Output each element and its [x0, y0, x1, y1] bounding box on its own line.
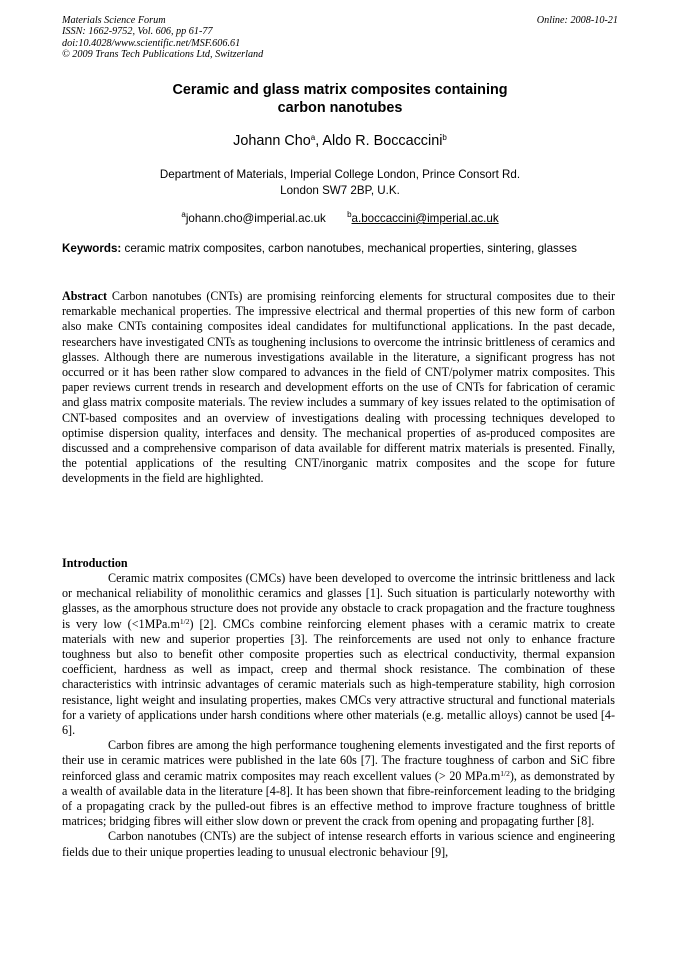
intro-paragraph-2 — [62, 738, 615, 829]
author-1-name: Johann Cho — [233, 133, 311, 149]
email-b — [347, 212, 499, 225]
author-list — [62, 132, 618, 150]
paper-title — [62, 82, 618, 117]
affiliation — [62, 167, 618, 198]
intro-paragraph-1 — [62, 571, 615, 738]
title-line-2: carbon nanotubes — [277, 99, 403, 116]
introduction-heading: Introduction — [62, 556, 128, 570]
copyright-line: © 2009 Trans Tech Publications Ltd, Switzerland — [62, 48, 264, 60]
intro-p2-part-1: Carbon fibres are among the high performance toughening elements investigated and the first reports of their use in ceramic matrices were published in the late 60s [7]. The fracture toughness of carbon and SiC fibre reinforced glass and ceramic matrix composites may reach excellent values (> 20 MPa.m — [62, 738, 615, 783]
title-line-1: Ceramic and glass matrix composites containing — [172, 82, 508, 98]
affiliation-line-2: London SW7 2BP, U.K. — [280, 183, 400, 197]
journal-name: Materials Science Forum — [62, 15, 166, 26]
email-a-address: johann.cho@imperial.ac.uk — [185, 212, 326, 225]
email-b-link[interactable]: a.boccaccini@imperial.ac.uk — [351, 212, 499, 225]
abstract-text: Carbon nanotubes (CNTs) are promising reinforcing elements for structural composites due to their remarkable mechanical properties. The impressive electrical and thermal properties of this new form of carbon also make CNTs containing composites ideal candidates for multifunctional applications. In the past decade, researchers have investigated CNTs as toughening inclusions to overcome the intrinsic brittleness of ceramics and glasses. Although there are numerous investigations available in the literature, a significant progress has not occurred or it has been rather slow compared to advances in the field of CNT/polymer matrix composites. This paper reviews current trends in research and development efforts on the use of CNTs for fabrication of ceramic and glass matrix composite materials. The review includes a summary of key issues related to the optimisation of CNT-based composites and an overview of investigations dealing with processing techniques developed to optimise dispersion quality, interfaces and density. The mechanical properties of as-produced composites are discussed and a comprehensive comparison of data available for different matrix materials is presented. Finally, the potential applications of the resulting CNT/inorganic matrix composites and the scope for future developments in the field are highlighted. — [62, 289, 615, 486]
email-a-mark: a — [181, 210, 186, 219]
introduction-body — [62, 571, 615, 860]
online-date: Online: 2008-10-21 — [536, 15, 618, 26]
doi-line: doi:10.4028/www.scientific.net/MSF.606.61 — [62, 37, 241, 49]
issn-line: ISSN: 1662-9752, Vol. 606, pp 61-77 — [62, 26, 213, 38]
journal-header — [62, 15, 618, 60]
author-1-affil-mark: a — [310, 133, 316, 142]
intro-p1-superscript: 1/2 — [179, 616, 190, 626]
intro-p1-part-1: Ceramic matrix composites (CMCs) have been developed to overcome the intrinsic brittleness and lack or mechanical reliability of monolithic ceramics and glasses [1]. Such situation is particularly noteworthy with glasses, as the amorphous structure does not provide any obstacle to crack propagation and the fracture toughness is very low (<1MPa.m — [62, 571, 615, 631]
intro-p1-part-2: ) [2]. CMCs combine reinforcing element phases with a ceramic matrix to create materials with new and superior properties [3]. The reinforcements are used not only to enhance fracture toughness but also to benefit other composite properties such as electrical conductivity, thermal expansion coefficient, hardness as well as impact, creep and thermal shock resistance. The combination of these characteristics with intrinsic advantages of ceramic materials such as high-temperature stability, high corrosion resistance, light weight and insulating properties, makes CMCs very attractive structural and functional materials for a variety of applications under harsh conditions where other materials (e.g. metallic alloys) cannot be used [4-6]. — [62, 616, 615, 738]
abstract-label: Abstract — [62, 289, 108, 303]
author-2-name: Aldo R. Boccaccini — [322, 133, 443, 149]
intro-paragraph-3: Carbon nanotubes (CNTs) are the subject of intense research efforts in various science and engineering fields due to their unique properties leading to unusual electronic behaviour [9], — [62, 829, 615, 859]
keywords — [62, 241, 614, 257]
email-a — [181, 212, 325, 225]
author-2-affil-mark: b — [442, 133, 447, 142]
intro-p2-superscript: 1/2 — [500, 768, 510, 778]
author-emails — [62, 211, 618, 226]
email-b-mark: b — [347, 210, 352, 219]
author-separator: , — [315, 133, 323, 149]
intro-p2-part-2: ), as demonstrated by a wealth of available data in the literature [4-8]. It has been shown that fibre-reinforcement leading to the bridging of a propagating crack by the pulled-out fibres is an effective method to improve fracture toughness of brittle matrices; bridging fibres will either slow down or prevent the crack from opening and propagating further [8]. — [62, 768, 615, 829]
keywords-label: Keywords: — [62, 242, 122, 255]
abstract — [62, 289, 615, 487]
keywords-text: ceramic matrix composites, carbon nanotubes, mechanical properties, sintering, glasses — [124, 242, 577, 255]
affiliation-line-1: Department of Materials, Imperial College London, Prince Consort Rd. — [159, 168, 521, 181]
